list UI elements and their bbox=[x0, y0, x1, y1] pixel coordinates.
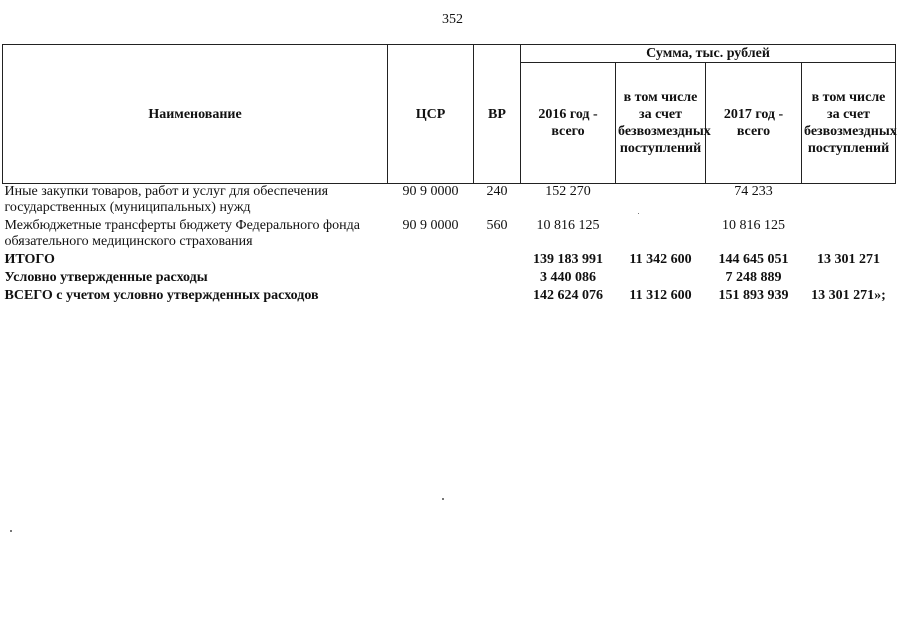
row-2016-total: 10 816 125 bbox=[536, 218, 600, 233]
row-2017-total: 144 645 051 bbox=[718, 252, 789, 267]
row-2017-free: 13 301 271»; bbox=[811, 288, 886, 303]
row-2017-free bbox=[802, 268, 896, 286]
table-row bbox=[3, 216, 896, 250]
row-2017-total: 10 816 125 bbox=[722, 218, 785, 233]
row-csr: 90 9 0000 bbox=[402, 218, 459, 233]
row-2016-total: 142 624 076 bbox=[533, 288, 603, 303]
table-row bbox=[3, 184, 896, 217]
header-2016-total: 2016 год - всего bbox=[521, 63, 616, 184]
row-2016-total: 3 440 086 bbox=[540, 270, 596, 285]
row-vr: 240 bbox=[486, 184, 508, 199]
row-2017-free bbox=[802, 216, 896, 250]
row-2016-free: 11 342 600 bbox=[629, 252, 692, 267]
row-csr bbox=[388, 286, 474, 304]
row-csr: 90 9 0000 bbox=[402, 184, 459, 199]
row-2016-total: 139 183 991 bbox=[533, 252, 603, 267]
row-vr bbox=[474, 286, 521, 304]
page-number: 352 bbox=[442, 12, 463, 27]
row-csr bbox=[388, 268, 474, 286]
table-row-grand-total bbox=[3, 286, 896, 304]
row-2017-total: 74 233 bbox=[734, 184, 773, 199]
table-row-conditional bbox=[3, 268, 896, 286]
header-2017-free: в том числе за счет безвозмездных поступлений bbox=[802, 63, 896, 184]
row-2016-total: 152 270 bbox=[545, 184, 591, 199]
row-name: Иные закупки товаров, работ и услуг для обеспечения государственных (муниципальных) нужд bbox=[4, 184, 329, 215]
scan-speck bbox=[10, 530, 12, 532]
budget-table bbox=[2, 44, 896, 304]
row-vr: 560 bbox=[486, 218, 508, 233]
row-2016-free bbox=[616, 184, 706, 217]
row-2017-free: 13 301 271 bbox=[817, 252, 881, 267]
header-2016-free: в том числе за счет безвозмездных поступлений bbox=[616, 63, 706, 184]
scan-speck bbox=[442, 498, 444, 500]
row-vr bbox=[474, 268, 521, 286]
row-2017-total: 7 248 889 bbox=[725, 270, 782, 285]
header-csr: ЦСР bbox=[388, 45, 474, 184]
row-name: Условно утвержденные расходы bbox=[4, 270, 208, 285]
header-sum-group: Сумма, тыс. рублей bbox=[521, 45, 896, 63]
row-2017-total: 151 893 939 bbox=[718, 288, 789, 303]
row-2016-free bbox=[616, 268, 706, 286]
row-2016-free bbox=[616, 216, 706, 250]
header-2017-total: 2017 год - всего bbox=[706, 63, 802, 184]
header-vr: ВР bbox=[474, 45, 521, 184]
table-row-total bbox=[3, 250, 896, 268]
row-name: ИТОГО bbox=[4, 252, 55, 267]
header-name: Наименование bbox=[3, 45, 388, 184]
row-vr bbox=[474, 250, 521, 268]
scan-speck bbox=[638, 213, 639, 214]
row-2017-free bbox=[802, 184, 896, 217]
row-csr bbox=[388, 250, 474, 268]
row-name: ВСЕГО с учетом условно утвержденных расходов bbox=[4, 288, 319, 303]
row-name: Межбюджетные трансферты бюджету Федерального фонда обязательного медицинского страхования bbox=[4, 218, 360, 249]
row-2016-free: 11 312 600 bbox=[629, 288, 692, 303]
